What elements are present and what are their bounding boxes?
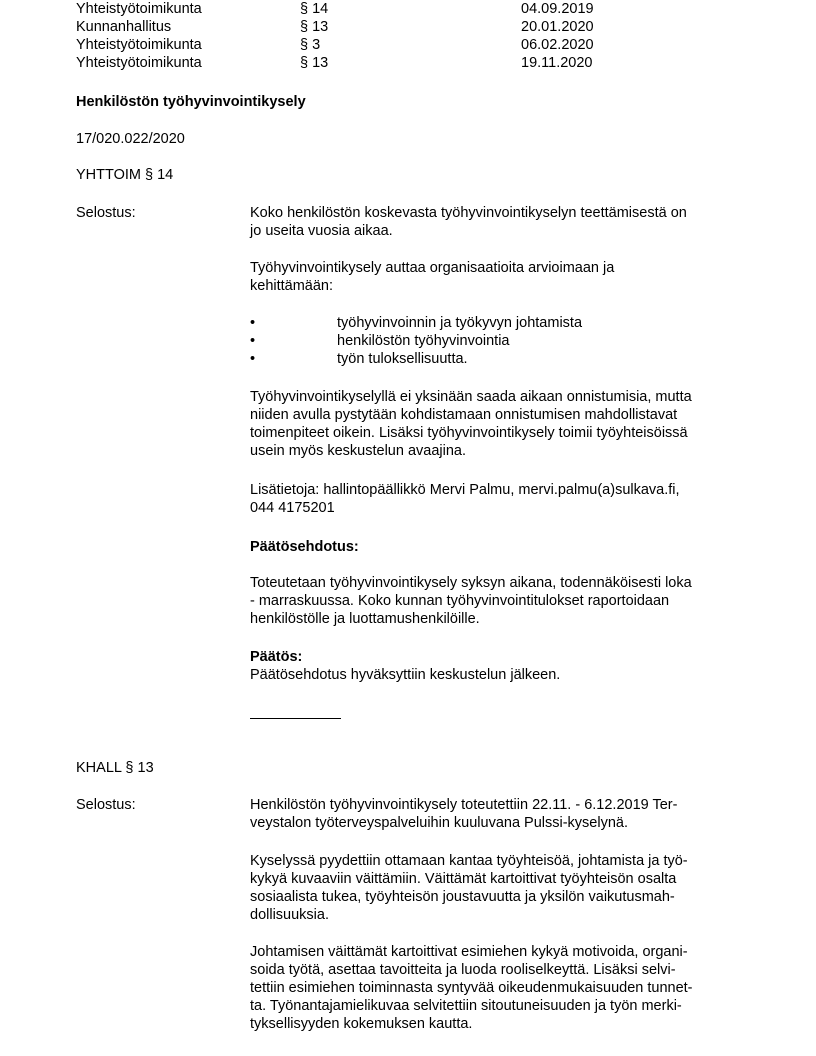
bullet-item — [250, 314, 750, 332]
text-line: Johtamisen väittämät kartoittivat esimiehen kykyä motivoida, organi- — [250, 944, 688, 960]
text-line: Toteutetaan työhyvinvointikysely syksyn aikana, todennäköisesti loka — [250, 575, 692, 591]
text-line: soida työtä, asettaa tavoitteita ja luoda rooliselkeyttä. Lisäksi selvi- — [250, 962, 676, 978]
history-section: § 13 — [300, 19, 329, 35]
yhttoim-label: Selostus: — [76, 205, 136, 221]
khall-label: Selostus: — [76, 797, 136, 813]
history-row — [0, 54, 816, 72]
document-title: Henkilöstön työhyvinvointikysely — [76, 94, 306, 110]
text-line: kehittämään: — [250, 278, 334, 294]
yhttoim-heading: YHTTOIM § 14 — [76, 167, 174, 183]
contact-info — [250, 481, 750, 517]
text-line: jo useita vuosia aikaa. — [250, 223, 393, 239]
record-number: 17/020.022/2020 — [76, 131, 185, 147]
proposal-text — [250, 574, 750, 628]
khall-paragraph-1 — [250, 796, 750, 832]
bullet-text: henkilöstön työhyvinvointia — [337, 333, 510, 349]
decision-heading: Päätös: — [250, 649, 303, 665]
yhttoim-paragraph-2 — [250, 259, 750, 295]
yhttoim-paragraph-3 — [250, 388, 750, 460]
text-line: dollisuuksia. — [250, 907, 329, 923]
history-date: 04.09.2019 — [521, 1, 594, 17]
text-line: Työhyvinvointikysely auttaa organisaatioita arvioimaan ja — [250, 260, 615, 276]
text-line: 044 4175201 — [250, 500, 335, 516]
bullet-icon: • — [250, 333, 256, 349]
text-line: Työhyvinvointikyselyllä ei yksinään saada aikaan onnistumisia, mutta — [250, 389, 692, 405]
text-line: veystalon työterveyspalveluihin kuuluvana Pulssi-kyselynä. — [250, 815, 628, 831]
khall-paragraph-2 — [250, 852, 750, 924]
history-body: Yhteistyötoimikunta — [76, 55, 202, 71]
bullet-text: työn tuloksellisuutta. — [337, 351, 468, 367]
history-body: Yhteistyötoimikunta — [76, 1, 202, 17]
khall-paragraph-3 — [250, 943, 750, 1033]
bullet-icon: • — [250, 315, 256, 331]
text-line: niiden avulla pystytään kohdistamaan onnistumisen mahdollistavat — [250, 407, 678, 423]
text-line: ta. Työnantajamielikuvaa selvitettiin sitoutuneisuuden ja työn merki- — [250, 998, 682, 1014]
history-date: 20.01.2020 — [521, 19, 594, 35]
text-line: Lisätietoja: hallintopäällikkö Mervi Palmu, mervi.palmu(a)sulkava.fi, — [250, 482, 680, 498]
bullet-icon: • — [250, 351, 256, 367]
text-line: henkilöstölle ja luottamushenkilöille. — [250, 611, 480, 627]
history-section: § 14 — [300, 1, 329, 17]
history-row — [0, 0, 816, 18]
text-line: Kyselyssä pyydettiin ottamaan kantaa työyhteisöä, johtamista ja työ- — [250, 853, 688, 869]
history-row — [0, 36, 816, 54]
history-date: 19.11.2020 — [521, 55, 593, 71]
text-line: Koko henkilöstön koskevasta työhyvinvointikyselyn teettämisestä on — [250, 205, 687, 221]
text-line: toimenpiteet oikein. Lisäksi työhyvinvointikysely toimii työyhteisöissä — [250, 425, 688, 441]
history-section: § 13 — [300, 55, 329, 71]
history-row — [0, 18, 816, 36]
history-section: § 3 — [300, 37, 321, 53]
history-body: Yhteistyötoimikunta — [76, 37, 202, 53]
history-body: Kunnanhallitus — [76, 19, 172, 35]
bullet-item — [250, 332, 750, 350]
text-line: kykyä kuvaaviin väittämiin. Väittämät kartoittivat työyhteisön osalta — [250, 871, 677, 887]
history-date: 06.02.2020 — [521, 37, 594, 53]
decision-text: Päätösehdotus hyväksyttiin keskustelun jälkeen. — [250, 667, 561, 683]
text-line: sosiaalista tukea, työyhteisön joustavuutta ja yksilön vaikutusmah- — [250, 889, 675, 905]
bullet-text: työhyvinvoinnin ja työkyvyn johtamista — [337, 315, 583, 331]
text-line: tettiin esimiehen toiminnasta syntyvää oikeudenmukaisuuden tunnet- — [250, 980, 693, 996]
khall-heading: KHALL § 13 — [76, 760, 154, 776]
text-line: tyksellisyyden kokemuksen kautta. — [250, 1016, 473, 1032]
text-line: Henkilöstön työhyvinvointikysely toteutettiin 22.11. - 6.12.2019 Ter- — [250, 797, 678, 813]
text-line: - marraskuussa. Koko kunnan työhyvinvointitulokset raportoidaan — [250, 593, 670, 609]
text-line: usein myös keskustelun avaajina. — [250, 443, 467, 459]
proposal-heading: Päätösehdotus: — [250, 539, 359, 555]
yhttoim-paragraph-1 — [250, 204, 750, 240]
section-divider — [250, 718, 341, 719]
bullet-item — [250, 350, 750, 368]
